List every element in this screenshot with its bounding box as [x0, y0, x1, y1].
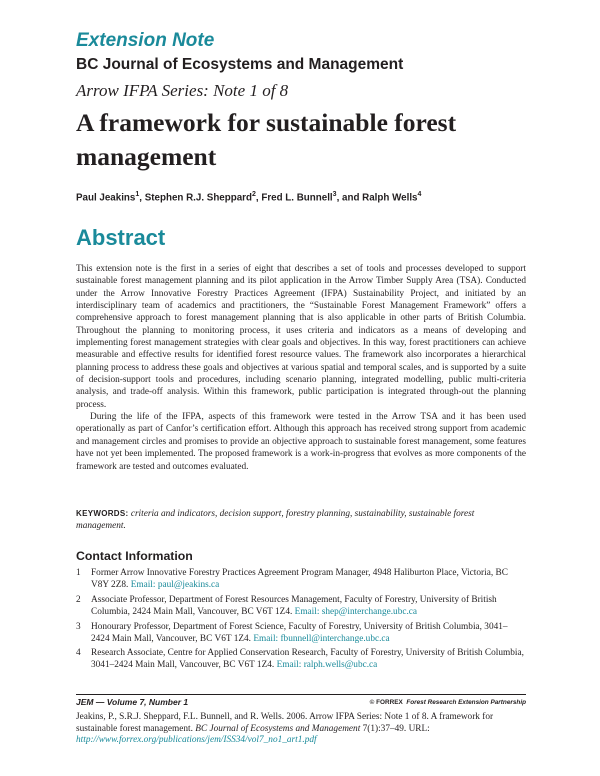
- keywords: [76, 508, 526, 533]
- series-label: Arrow IFPA Series: Note 1 of 8: [76, 81, 289, 100]
- email-label: Email:: [276, 660, 302, 671]
- contact-address: Former Arrow Innovative Forestry Practices Agreement Program Manager, 4948 Haliburton Place, Victoria, BC V8Y 2Z8.: [91, 568, 508, 590]
- author-name: Ralph Wells: [362, 192, 418, 204]
- citation-volume: 7(1):37–49. URL:: [360, 723, 430, 734]
- email-label: Email:: [253, 633, 279, 644]
- contact-item: [76, 595, 526, 619]
- citation: [76, 712, 528, 747]
- publisher-partnership: Forest Research Extension Partnership: [406, 699, 526, 706]
- author-separator: ,: [255, 192, 262, 204]
- contact-item: [76, 648, 526, 672]
- email-link[interactable]: fbunnell@interchange.ubc.ca: [280, 633, 390, 644]
- author-name: Paul Jeakins: [76, 192, 136, 204]
- contact-item: [76, 622, 526, 646]
- citation-text: Jeakins, P., S.R.J. Sheppard, F.L. Bunnell, and R. Wells. 2006. Arrow IFPA Series: Note 1 of 8. A framework for sustainable forest management.: [76, 712, 494, 734]
- contact-number: 4: [76, 648, 81, 659]
- journal-reference: JEM — Volume 7, Number 1: [76, 697, 189, 707]
- abstract-paragraph: This extension note is the first in a series of eight that describes a set of tools and processes developed to support sustainable forest management planning and its pilot application in the Arrow Timber Supply Area (TSA). Conducted under the Arrow Innovative Forestry Practices Agreement (IFPA) Sustainability Project, and initiated by an interdisciplinary team of academics and practitioners, the “Sustainable Forest Management Framework” offers a comprehensive approach to forest management planning that is also applicable in other parts of British Columbia. Throughout the planning to monitoring process, it uses criteria and indicators as a means of developing and implementing forest management strategies with clear goals and objectives. In this way, forest practitioners can achieve measurable and effective results for identified forest resource values. The framework also incorporates a hierarchical planning process to address these goals and objectives at various spatial and temporal scales, and is supported by a suite of decision-support tools and procedures, including scenario planning, integrated modelling, public multi-criteria analysis, and trade-off analysis. Within this framework, public participation is integrated through-out the planning process.: [76, 264, 526, 410]
- author-separator: , and: [336, 192, 363, 204]
- contact-address: Honourary Professor, Department of Forest Science, Faculty of Forestry, University of British Columbia, 3041–2424 Main Mall, Vancouver, BC V6T 1Z4.: [91, 621, 508, 644]
- author-affiliation-mark: 1: [135, 191, 140, 198]
- keywords-text: criteria and indicators, decision support, forestry planning, sustainability, sustainable forest management.: [76, 509, 475, 532]
- contact-list: [76, 568, 526, 675]
- journal-name: BC Journal of Ecosystems and Management: [76, 56, 404, 73]
- contact-address: Associate Professor, Department of Forest Resources Management, Faculty of Forestry, University of British Columbia, 2424 Main Mall, Vancouver, BC V6T 1Z4.: [91, 594, 497, 617]
- author-list: [76, 191, 421, 203]
- contact-address: Research Associate, Centre for Applied Conservation Research, Faculty of Forestry, University of British Columbia, 3041–2424 Main Mall, Vancouver, BC V6T 1Z4.: [91, 648, 524, 671]
- author-affiliation-mark: 3: [332, 191, 337, 198]
- author-separator: ,: [139, 192, 145, 204]
- publisher-name: © FORREX: [369, 699, 403, 706]
- footer-divider: [76, 694, 526, 695]
- author-affiliation-mark: 4: [417, 191, 422, 198]
- extension-note-label: Extension Note: [76, 30, 215, 51]
- author-name: Fred L. Bunnell: [261, 192, 333, 204]
- contact-number: 3: [76, 621, 81, 632]
- author-name: Stephen R.J. Sheppard: [144, 192, 252, 204]
- email-link[interactable]: ralph.wells@ubc.ca: [303, 660, 378, 671]
- keywords-label: KEYWORDS:: [76, 509, 129, 518]
- abstract-body: [76, 263, 526, 473]
- email-link[interactable]: shep@interchange.ubc.ca: [321, 606, 418, 617]
- abstract-paragraph: During the life of the IFPA, aspects of this framework were tested in the Arrow TSA and it has been used operationally as part of Canfor’s certification effort. Although this approach has received strong support from academic and management circles and promises to provide an objective approach to sustainable forest management, some features have not yet been implemented. The proposed framework is a work-in-progress that evolves as more components of the framework are tested and outcomes evaluated.: [76, 412, 526, 472]
- publisher-credit: [370, 699, 526, 706]
- author-affiliation-mark: 2: [251, 191, 256, 198]
- email-label: Email:: [294, 606, 320, 617]
- email-label: Email:: [130, 579, 156, 590]
- citation-url-link[interactable]: http://www.forrex.org/publications/jem/ISS34/vol7_no1_art1.pdf: [76, 735, 317, 746]
- abstract-heading: Abstract: [76, 225, 166, 250]
- contact-heading: Contact Information: [76, 549, 193, 563]
- paper-title: A framework for sustainable forest management: [76, 108, 457, 171]
- email-link[interactable]: paul@jeakins.ca: [157, 579, 220, 590]
- citation-journal: BC Journal of Ecosystems and Management: [195, 723, 361, 734]
- contact-number: 1: [76, 568, 81, 578]
- contact-number: 2: [76, 594, 81, 605]
- contact-item: [76, 568, 526, 592]
